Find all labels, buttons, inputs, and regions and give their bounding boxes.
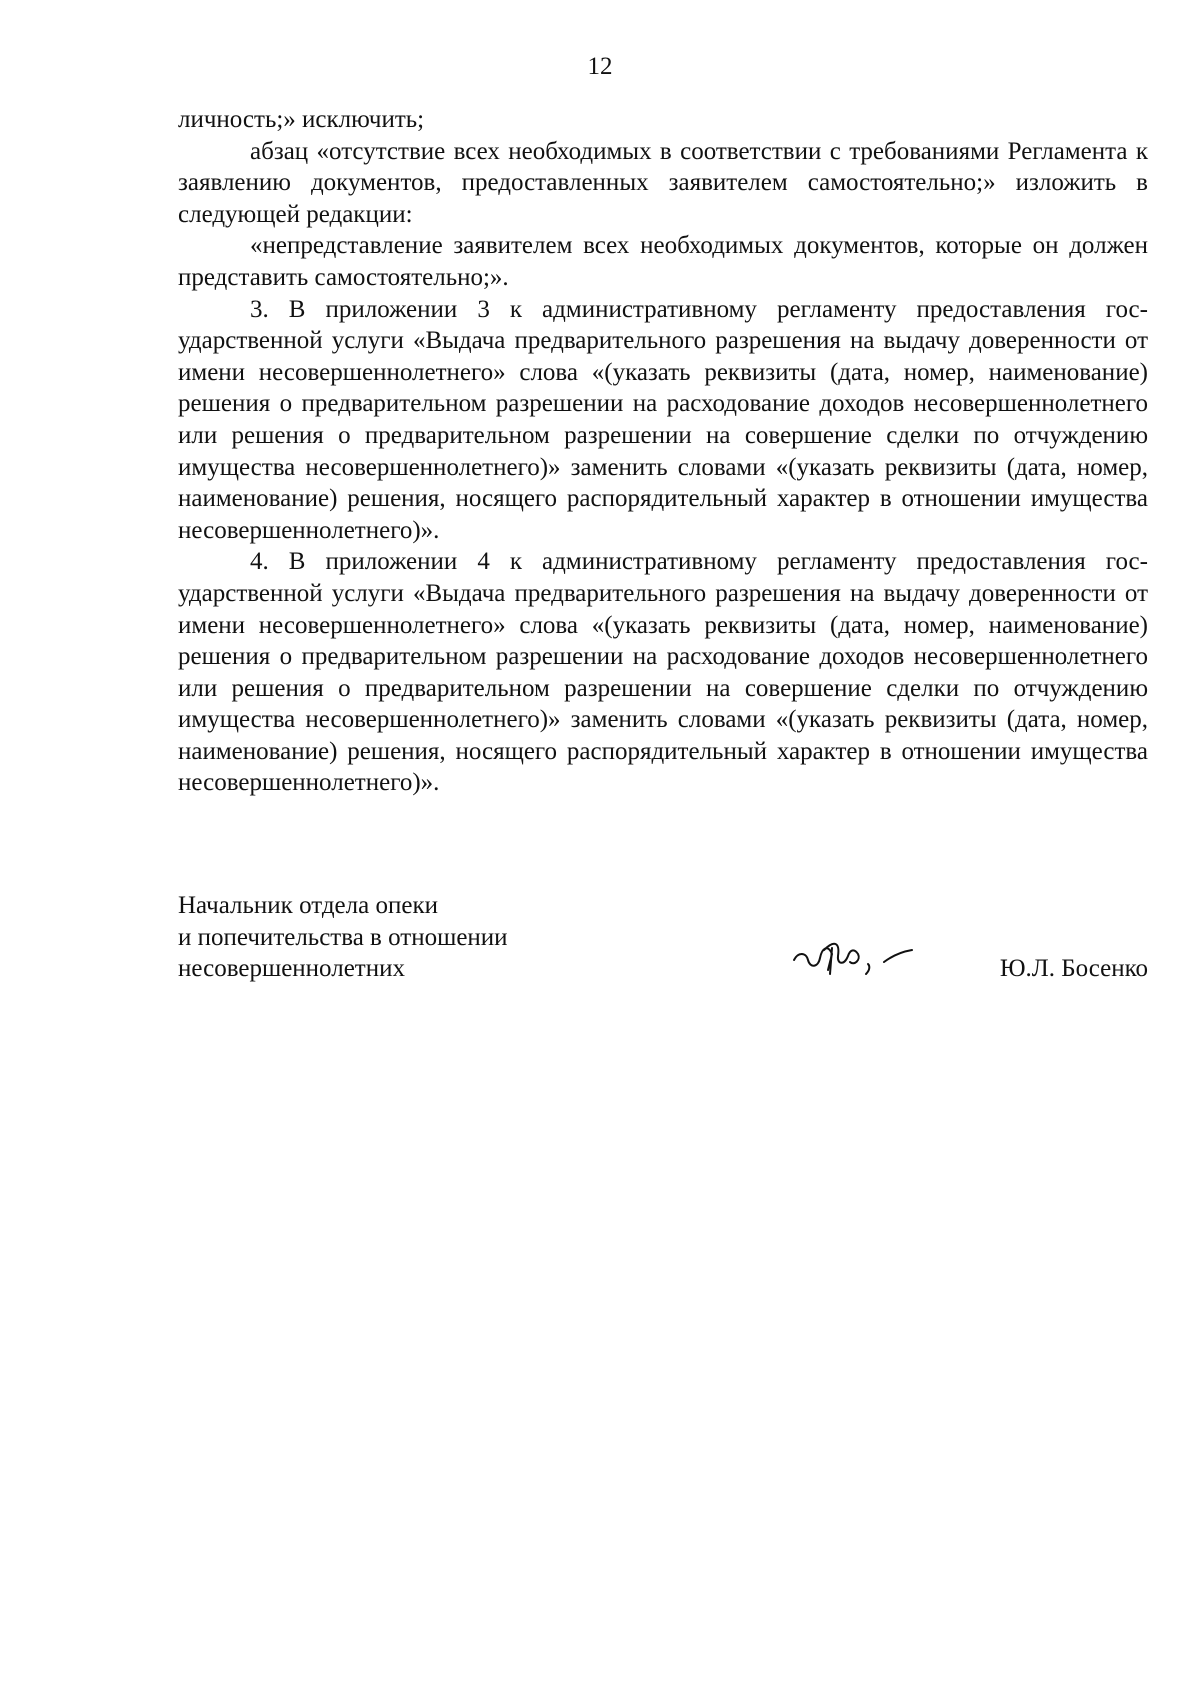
signature-block <box>178 890 1148 1000</box>
document-body <box>178 104 1148 799</box>
handwritten-signature-icon <box>788 930 918 980</box>
position-line-3: несовершеннолетних <box>178 955 405 983</box>
paragraph-4: 3. В приложении 3 к административному регламенту предоставления государственной услуги «Выдача предварительного разрешения на выдачу доверенности от имени несовершеннолетнего» слова «(указать реквизиты (дата, номер, наименование) решения о предварительном разрешении на расходование доходов несовершеннолетнего или решения о предварительном разрешении на совершение сделки по отчуждению имущества несовершеннолетнего)» заменить словами «(указать реквизиты (дата, номер, наименование) решения, носящего распорядительный характер в отношении имущества несовершеннолетнего)». <box>178 295 1148 544</box>
signatory-position <box>178 890 598 985</box>
page-number: 12 <box>587 53 613 80</box>
paragraph-3: «непредставление заявителем всех необходимых документов, которые он должен представить самостоятельно;». <box>178 232 1148 291</box>
position-line-1: Начальник отдела опеки <box>178 892 438 919</box>
paragraph-1: личность;» исключить; <box>178 106 425 133</box>
paragraph-2: абзац «отсутствие всех необходимых в соответствии с требованиями Регламента к заявлению документов, предоставленных заявителем самостоятельно;» изложить в следующей редакции: <box>178 137 1148 228</box>
paragraph-5: 4. В приложении 4 к административному регламенту предоставления государственной услуги «Выдача предварительного разрешения на выдачу доверенности от имени несовершеннолетнего» слова «(указать реквизиты (дата, номер, наименование) решения о предварительном разрешении на расходование доходов несовершеннолетнего или решения о предварительном разрешении на совершение сделки по отчуждению имущества несовершеннолетнего)» заменить словами «(указать реквизиты (дата, номер, наименование) решения, носящего распорядительный характер в отношении имущества несовершеннолетнего)». <box>178 548 1148 797</box>
position-line-2: и попечительства в отношении <box>178 923 508 951</box>
signatory-name: Ю.Л. Босенко <box>999 955 1148 982</box>
